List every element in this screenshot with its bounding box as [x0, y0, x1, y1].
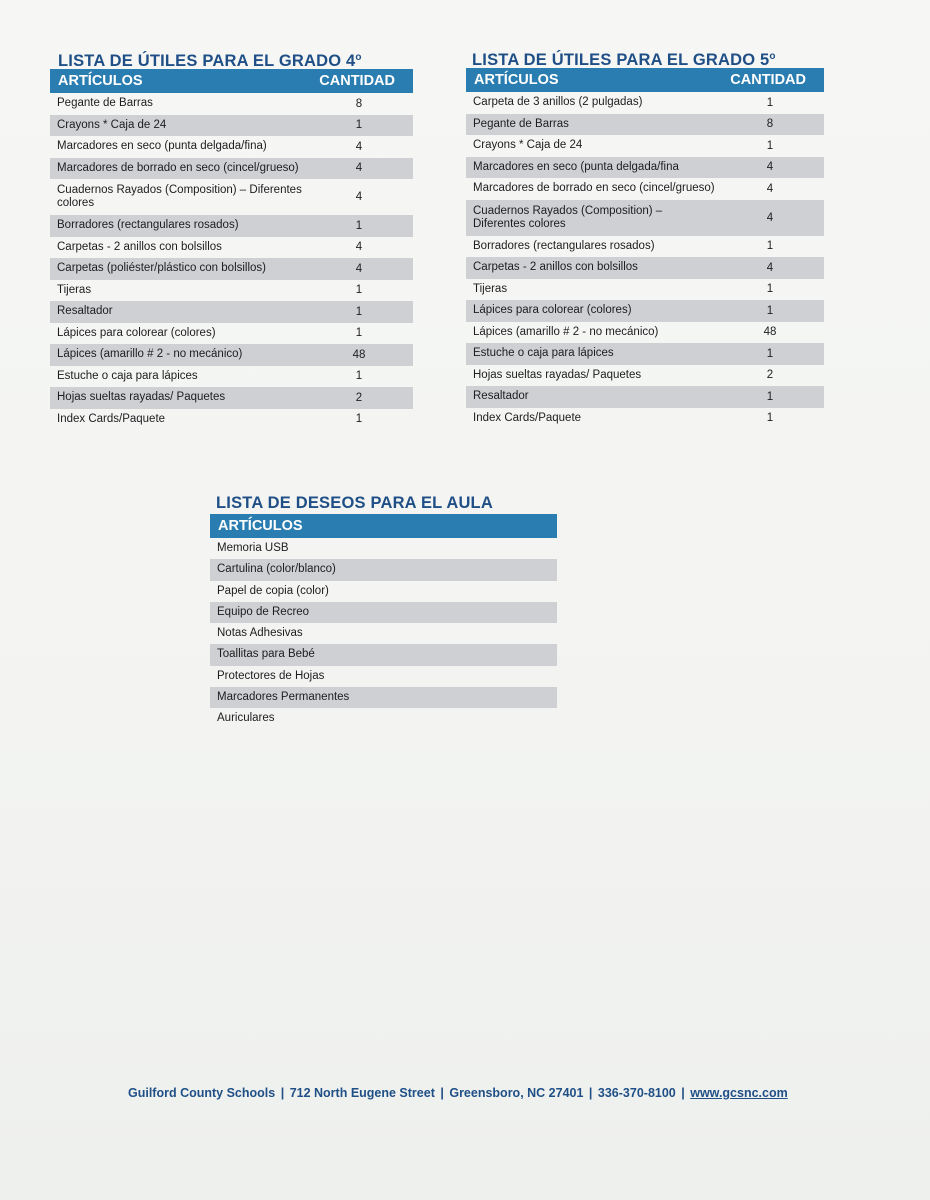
table-row — [50, 158, 413, 180]
table-row — [50, 179, 413, 215]
row-item: Index Cards/Paquete — [57, 412, 166, 425]
wishlist-table-header — [210, 514, 557, 538]
row-item: Pegante de Barras — [57, 97, 153, 110]
footer-website-link[interactable]: www.gcsnc.com — [690, 1086, 788, 1100]
wishlist-title — [210, 492, 557, 514]
row-qty: 4 — [355, 241, 363, 254]
grade5-col-qty: CANTIDAD — [730, 72, 806, 88]
row-qty: 1 — [766, 240, 774, 253]
grade4-supply-list — [50, 47, 413, 430]
list-item: Papel de copia (color) — [217, 584, 329, 597]
list-item: Protectores de Hojas — [217, 669, 325, 682]
row-item: Hojas sueltas rayadas/ Paquetes — [473, 368, 642, 381]
row-qty: 4 — [355, 162, 363, 175]
row-qty: 8 — [355, 97, 363, 110]
row-qty: 48 — [352, 348, 366, 361]
table-row — [466, 178, 824, 200]
row-qty: 1 — [766, 139, 774, 152]
row-item: Estuche o caja para lápices — [57, 369, 198, 382]
table-row — [466, 343, 824, 365]
row-item: Tijeras — [57, 283, 92, 296]
table-row — [466, 365, 824, 387]
grade4-table-body — [50, 93, 413, 430]
grade4-col-qty: CANTIDAD — [319, 73, 395, 89]
wishlist-title-text: LISTA DE DESEOS PARA EL AULA — [216, 494, 493, 512]
table-row — [50, 366, 413, 388]
row-item: Borradores (rectangulares rosados) — [473, 239, 655, 252]
grade4-title-text: LISTA DE ÚTILES PARA EL GRADO 4 — [58, 52, 356, 70]
row-item: Carpetas - 2 anillos con bolsillos — [57, 240, 222, 253]
row-qty: 48 — [763, 326, 777, 339]
row-item: Marcadores de borrado en seco (cincel/grueso) — [57, 161, 299, 174]
row-item: Hojas sueltas rayadas/ Paquetes — [57, 391, 226, 404]
list-item: Marcadores Permanentes — [210, 687, 557, 708]
grade4-table-header — [50, 69, 413, 93]
table-row — [50, 301, 413, 323]
row-qty: 1 — [355, 305, 363, 318]
row-qty: 1 — [766, 412, 774, 425]
table-row — [466, 236, 824, 258]
grade4-title-ordinal: o — [355, 52, 362, 63]
row-item: Carpeta de 3 anillos (2 pulgadas) — [473, 96, 643, 109]
list-item: Memoria USB — [217, 542, 289, 554]
row-qty: 4 — [766, 182, 774, 195]
row-qty: 1 — [355, 370, 363, 383]
footer — [128, 1086, 788, 1100]
row-qty: 4 — [766, 161, 774, 174]
row-item: Index Cards/Paquete — [473, 411, 582, 424]
row-qty: 1 — [766, 390, 774, 403]
row-qty: 4 — [355, 191, 363, 203]
table-row — [50, 237, 413, 259]
list-item: Toallitas para Bebé — [210, 644, 557, 665]
row-qty: 4 — [766, 211, 774, 224]
list-item: Auriculares — [217, 712, 275, 725]
row-qty: 1 — [766, 96, 774, 109]
row-item: Marcadores en seco (punta delgada/fina — [473, 160, 679, 173]
footer-city: Greensboro, NC 27401 — [449, 1086, 584, 1100]
list-item: Equipo de Recreo — [210, 602, 557, 623]
table-row — [50, 280, 413, 302]
row-qty: 1 — [355, 284, 363, 297]
grade5-title — [466, 46, 824, 68]
row-item: Lápices (amarillo # 2 - no mecánico) — [473, 325, 659, 338]
row-qty: 4 — [355, 262, 363, 275]
table-row — [50, 93, 413, 115]
grade5-title-text: LISTA DE ÚTILES PARA EL GRADO 5 — [472, 51, 770, 69]
table-row — [466, 92, 824, 114]
footer-separator: | — [440, 1086, 444, 1100]
table-row — [50, 387, 413, 409]
row-item: Carpetas - 2 anillos con bolsillos — [473, 261, 638, 274]
table-row — [466, 114, 824, 136]
wishlist-col-items: ARTÍCULOS — [218, 518, 303, 534]
row-item: Lápices para colorear (colores) — [473, 304, 632, 317]
row-qty: 1 — [766, 347, 774, 360]
row-qty: 2 — [355, 391, 363, 404]
row-qty: 1 — [766, 304, 774, 317]
table-row — [50, 323, 413, 345]
grade4-title — [50, 47, 413, 69]
row-item: Tijeras — [473, 282, 508, 295]
grade5-title-ordinal: o — [769, 51, 776, 62]
row-qty: 8 — [766, 118, 774, 131]
table-row — [466, 386, 824, 408]
row-item: Lápices (amarillo # 2 - no mecánico) — [57, 348, 243, 361]
row-qty: 1 — [355, 219, 363, 232]
table-row — [50, 215, 413, 237]
row-item: Lápices para colorear (colores) — [57, 326, 216, 339]
row-qty: 4 — [355, 140, 363, 153]
table-row — [50, 136, 413, 158]
table-row — [466, 300, 824, 322]
grade5-col-items: ARTÍCULOS — [474, 72, 559, 88]
row-item: Resaltador — [473, 390, 529, 403]
list-item: Notas Adhesivas — [217, 627, 303, 640]
table-row — [50, 409, 413, 431]
table-row — [466, 200, 824, 236]
table-row — [466, 408, 824, 430]
row-item: Crayons * Caja de 24 — [473, 139, 583, 152]
row-item: Marcadores de borrado en seco (cincel/grueso) — [473, 182, 715, 195]
footer-separator: | — [280, 1086, 285, 1100]
row-item: Resaltador — [57, 305, 113, 318]
row-qty: 1 — [355, 327, 363, 340]
grade5-table-header — [466, 68, 824, 92]
wishlist-table-body — [210, 538, 557, 730]
footer-address: 712 North Eugene Street — [289, 1086, 435, 1100]
row-qty: 1 — [355, 413, 363, 426]
row-item: Pegante de Barras — [473, 117, 569, 130]
row-item: Estuche o caja para lápices — [473, 347, 614, 360]
table-row — [466, 157, 824, 179]
row-item: Cuadernos Rayados (Composition) – Diferentes colores — [57, 184, 302, 209]
row-qty: 2 — [766, 369, 774, 382]
row-qty: 1 — [766, 283, 774, 296]
grade5-supply-list — [466, 46, 824, 429]
row-item: Cuadernos Rayados (Composition) – Diferentes colores — [473, 204, 663, 230]
row-qty: 4 — [766, 261, 774, 274]
table-row — [466, 322, 824, 344]
footer-separator: | — [681, 1086, 685, 1100]
grade4-col-items: ARTÍCULOS — [58, 73, 143, 89]
table-row — [466, 135, 824, 157]
table-row — [466, 257, 824, 279]
row-item: Crayons * Caja de 24 — [57, 118, 167, 131]
footer-org: Guilford County Schools — [128, 1086, 276, 1100]
table-row — [466, 279, 824, 301]
row-item: Borradores (rectangulares rosados) — [57, 219, 239, 232]
classroom-wishlist — [210, 492, 557, 730]
table-row — [50, 115, 413, 137]
grade5-table-body — [466, 92, 824, 429]
row-qty: 1 — [355, 119, 363, 132]
table-row — [50, 258, 413, 280]
row-item: Marcadores en seco (punta delgada/fina) — [57, 140, 267, 153]
list-item: Cartulina (color/blanco) — [210, 559, 557, 580]
footer-phone: 336-370-8100 — [597, 1086, 676, 1100]
row-item: Carpetas (poliéster/plástico con bolsillos) — [57, 262, 267, 275]
table-row — [50, 344, 413, 366]
footer-separator: | — [588, 1086, 593, 1100]
